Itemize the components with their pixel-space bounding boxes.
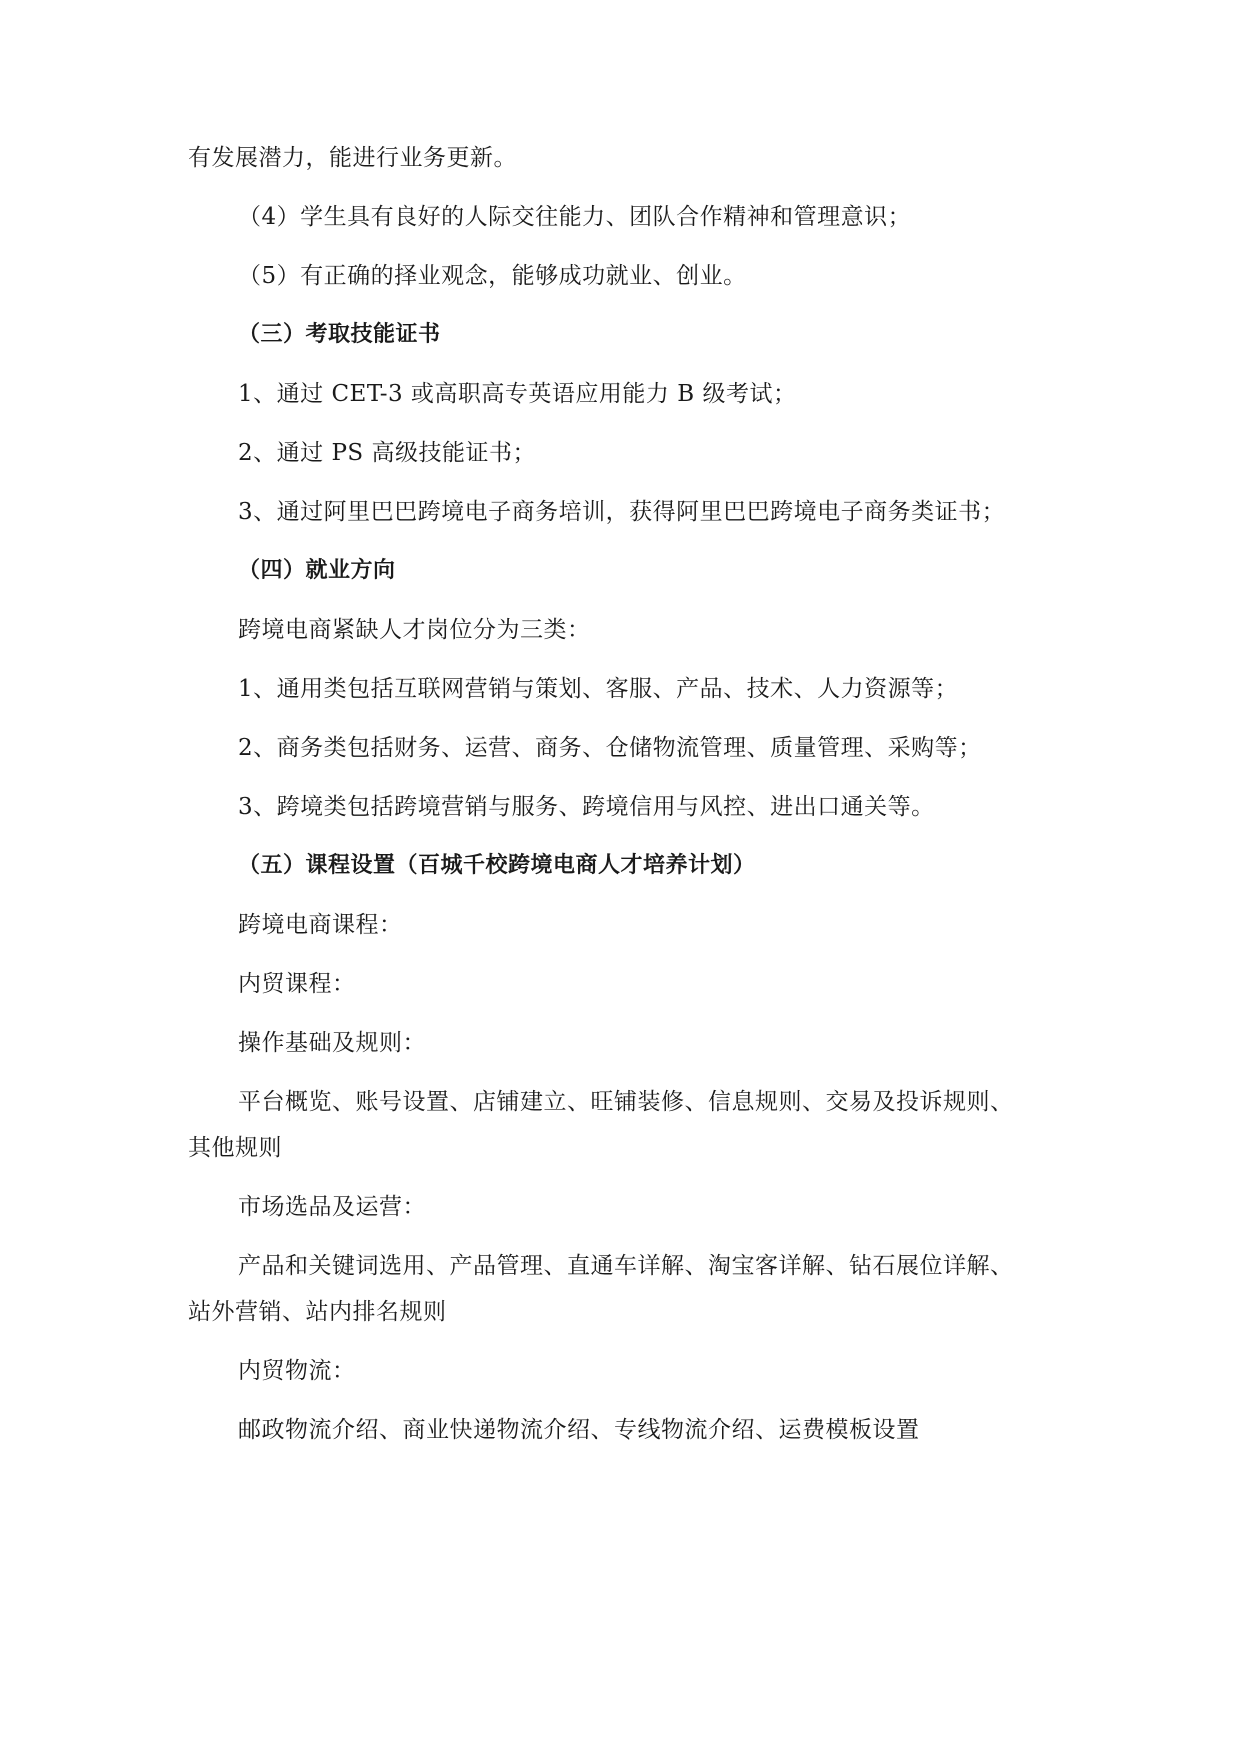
section-heading: （五）课程设置（百城千校跨境电商人才培养计划） <box>238 853 756 878</box>
paragraph-line: 平台概览、账号设置、店铺建立、旺铺装修、信息规则、交易及投诉规则、 <box>238 1089 1014 1115</box>
list-item: 1、通过 CET-3 或高职高专英语应用能力 B 级考试； <box>238 381 797 407</box>
paragraph-line: 跨境电商课程： <box>238 912 403 938</box>
section-heading: （三）考取技能证书 <box>238 322 441 347</box>
section-heading: （四）就业方向 <box>238 558 396 583</box>
paragraph-line: 产品和关键词选用、产品管理、直通车详解、淘宝客详解、钻石展位详解、 <box>238 1253 1014 1279</box>
paragraph-line: 站外营销、站内排名规则 <box>188 1299 447 1325</box>
list-item: 3、跨境类包括跨境营销与服务、跨境信用与风控、进出口通关等。 <box>238 794 935 820</box>
paragraph-line: 内贸物流： <box>238 1358 356 1384</box>
list-item: 1、通用类包括互联网营销与策划、客服、产品、技术、人力资源等； <box>238 676 959 702</box>
paragraph-line: 其他规则 <box>188 1135 282 1161</box>
paragraph-line: （5）有正确的择业观念，能够成功就业、创业。 <box>238 263 747 289</box>
paragraph-line: 邮政物流介绍、商业快递物流介绍、专线物流介绍、运费模板设置 <box>238 1417 920 1443</box>
paragraph-line: 操作基础及规则： <box>238 1030 426 1056</box>
paragraph-line: 跨境电商紧缺人才岗位分为三类： <box>238 617 591 643</box>
list-item: 2、商务类包括财务、运营、商务、仓储物流管理、质量管理、采购等； <box>238 735 982 761</box>
list-item: 2、通过 PS 高级技能证书； <box>238 440 536 466</box>
list-item: 3、通过阿里巴巴跨境电子商务培训，获得阿里巴巴跨境电子商务类证书； <box>238 499 1006 525</box>
paragraph-line: 市场选品及运营： <box>238 1194 426 1220</box>
paragraph-line: （4）学生具有良好的人际交往能力、团队合作精神和管理意识； <box>238 204 912 230</box>
paragraph-line: 有发展潜力，能进行业务更新。 <box>188 145 517 171</box>
paragraph-line: 内贸课程： <box>238 971 356 997</box>
